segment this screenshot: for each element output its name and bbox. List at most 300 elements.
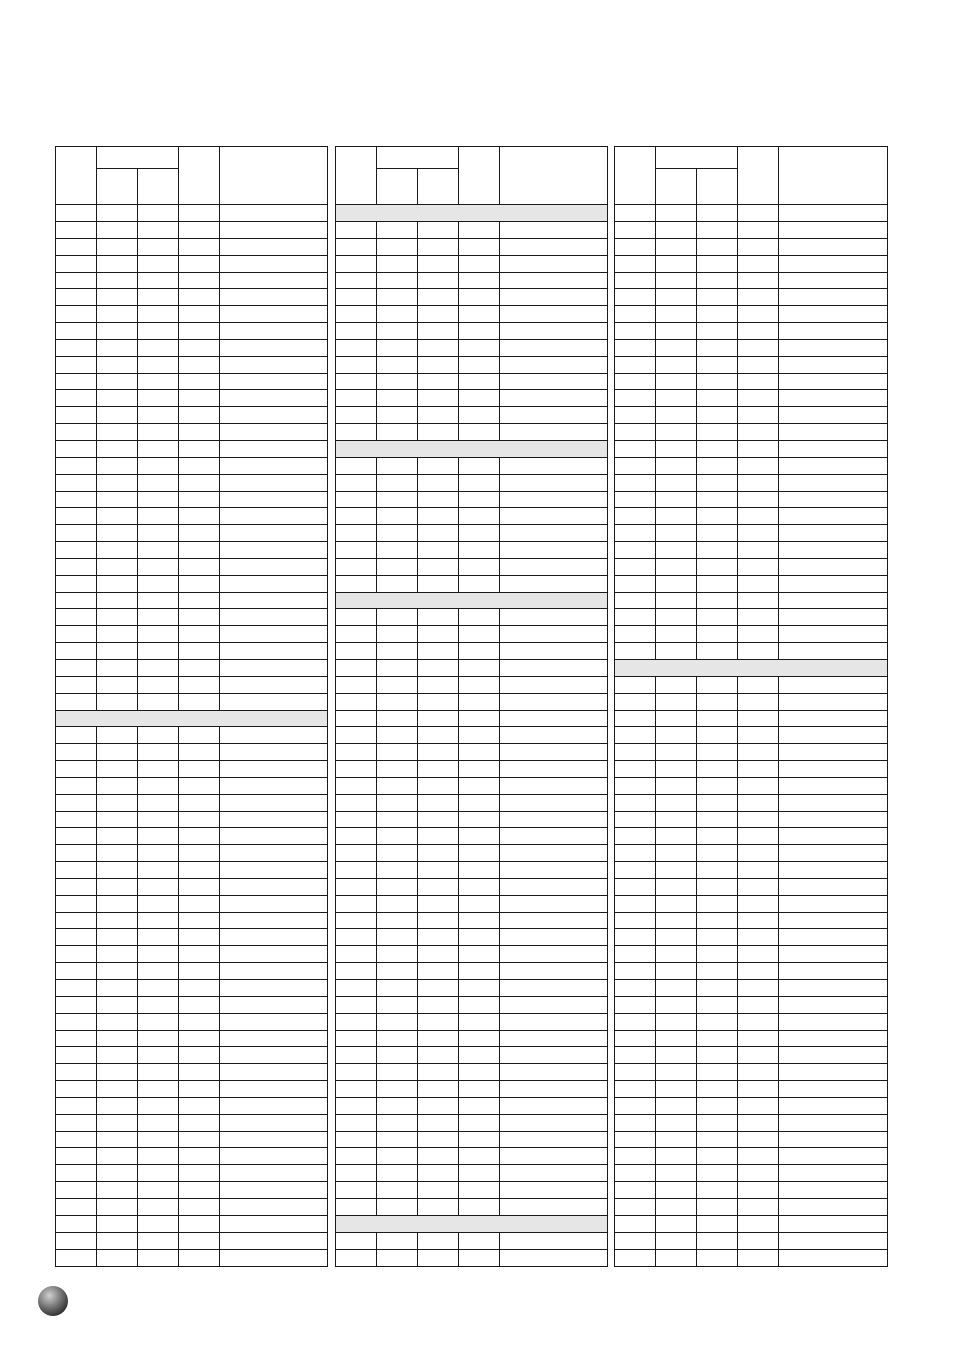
table-cell: [418, 289, 459, 306]
table-cell: [138, 407, 179, 424]
table-cell: [779, 1249, 888, 1267]
table-cell: [656, 1148, 697, 1165]
table-cell: [697, 1215, 738, 1232]
table-row: [336, 1013, 608, 1030]
table-cell: [615, 1030, 656, 1047]
table-cell: [779, 963, 888, 980]
table-cell: [738, 1097, 779, 1114]
table-row: [615, 980, 888, 997]
table-cell: [697, 390, 738, 407]
table-cell: [97, 1013, 138, 1030]
header-subcell: [656, 169, 697, 205]
table-cell: [138, 895, 179, 912]
table-cell: [779, 1097, 888, 1114]
table-row: [615, 339, 888, 356]
table-cell: [459, 1114, 500, 1131]
table-cell: [500, 306, 608, 323]
table-cell: [615, 609, 656, 626]
table-row: [336, 272, 608, 289]
table-cell: [97, 659, 138, 676]
table-cell: [56, 306, 97, 323]
table-cell: [615, 845, 656, 862]
table-cell: [220, 238, 328, 255]
table-cell: [336, 727, 377, 744]
table-row: [56, 626, 328, 643]
table-cell: [697, 862, 738, 879]
table-cell: [615, 474, 656, 491]
table-cell: [615, 272, 656, 289]
table-cell: [138, 1148, 179, 1165]
table-cell: [500, 710, 608, 727]
table-row: [615, 407, 888, 424]
table-row: [615, 710, 888, 727]
table-cell: [179, 272, 220, 289]
table-row: [56, 777, 328, 794]
table-cell: [779, 727, 888, 744]
table-cell: [779, 542, 888, 559]
table-cell: [179, 845, 220, 862]
table-row: [336, 862, 608, 879]
table-cell: [418, 794, 459, 811]
table-row: [615, 794, 888, 811]
table-cell: [779, 1131, 888, 1148]
table-cell: [459, 222, 500, 239]
table-cell: [97, 339, 138, 356]
table-cell: [656, 1131, 697, 1148]
table-cell: [336, 609, 377, 626]
table-cell: [656, 575, 697, 592]
table-cell: [697, 457, 738, 474]
table-cell: [138, 222, 179, 239]
table-row: [615, 1198, 888, 1215]
table-cell: [615, 222, 656, 239]
table-cell: [459, 1232, 500, 1249]
table-cell: [697, 929, 738, 946]
table-cell: [336, 828, 377, 845]
table-cell: [656, 862, 697, 879]
table-cell: [697, 845, 738, 862]
table-cell: [697, 474, 738, 491]
table-cell: [615, 491, 656, 508]
table-cell: [697, 491, 738, 508]
table-cell: [56, 676, 97, 693]
table-cell: [220, 626, 328, 643]
table-cell: [459, 272, 500, 289]
table-cell: [418, 558, 459, 575]
table-cell: [56, 912, 97, 929]
table-cell: [97, 980, 138, 997]
table-cell: [738, 811, 779, 828]
table-cell: [615, 592, 656, 609]
table-cell: [697, 575, 738, 592]
table-row: [615, 1215, 888, 1232]
table-cell: [56, 373, 97, 390]
table-cell: [377, 1131, 418, 1148]
table-cell: [97, 878, 138, 895]
table-cell: [779, 575, 888, 592]
table-cell: [377, 828, 418, 845]
table-cell: [220, 441, 328, 458]
table-cell: [459, 693, 500, 710]
table-cell: [418, 474, 459, 491]
table-cell: [220, 525, 328, 542]
table-cell: [500, 828, 608, 845]
table-cell: [418, 339, 459, 356]
table-cell: [615, 811, 656, 828]
table-row: [56, 845, 328, 862]
table-cell: [459, 1165, 500, 1182]
table-cell: [418, 929, 459, 946]
table-cell: [220, 255, 328, 272]
table-cell: [418, 643, 459, 660]
table-cell: [220, 1249, 328, 1267]
table-cell: [377, 1013, 418, 1030]
table-row: [56, 828, 328, 845]
table-cell: [336, 710, 377, 727]
table-cell: [500, 996, 608, 1013]
table-cell: [459, 1064, 500, 1081]
table-cell: [220, 811, 328, 828]
table-cell: [220, 558, 328, 575]
table-cell: [336, 323, 377, 340]
table-row: [56, 491, 328, 508]
table-cell: [377, 1198, 418, 1215]
table-cell: [459, 845, 500, 862]
table-cell: [336, 895, 377, 912]
table-cell: [179, 1097, 220, 1114]
table-cell: [97, 238, 138, 255]
table-row: [336, 744, 608, 761]
table-cell: [220, 592, 328, 609]
table-cell: [377, 407, 418, 424]
table-cell: [697, 407, 738, 424]
table-cell: [138, 205, 179, 222]
table-cell: [138, 272, 179, 289]
table-cell: [500, 794, 608, 811]
table-cell: [418, 946, 459, 963]
table-cell: [459, 575, 500, 592]
table-row: [336, 542, 608, 559]
table-cell: [779, 1114, 888, 1131]
table-cell: [179, 1165, 220, 1182]
table-cell: [656, 1097, 697, 1114]
table-cell: [138, 1198, 179, 1215]
table-cell: [459, 609, 500, 626]
table-cell: [56, 878, 97, 895]
table-cell: [377, 693, 418, 710]
table-row: [615, 306, 888, 323]
table-cell: [336, 407, 377, 424]
table-cell: [500, 980, 608, 997]
table-cell: [377, 811, 418, 828]
table-row: [56, 474, 328, 491]
table-cell: [336, 525, 377, 542]
table-cell: [418, 828, 459, 845]
table-cell: [377, 895, 418, 912]
table-cell: [738, 761, 779, 778]
table-cell: [459, 474, 500, 491]
table-row: [336, 946, 608, 963]
table-cell: [779, 373, 888, 390]
table-cell: [500, 1047, 608, 1064]
table-cell: [697, 693, 738, 710]
table-cell: [220, 1215, 328, 1232]
table-cell: [738, 895, 779, 912]
table-cell: [220, 407, 328, 424]
table-cell: [500, 323, 608, 340]
table-cell: [56, 1215, 97, 1232]
table-cell: [779, 407, 888, 424]
table-cell: [336, 794, 377, 811]
table-cell: [336, 676, 377, 693]
table-cell: [656, 457, 697, 474]
table-row: [56, 508, 328, 525]
table-cell: [459, 255, 500, 272]
table-cell: [377, 1232, 418, 1249]
table-row: [56, 676, 328, 693]
table-cell: [697, 306, 738, 323]
table-cell: [738, 525, 779, 542]
table-cell: [697, 238, 738, 255]
table-cell: [500, 727, 608, 744]
table-row: [615, 1232, 888, 1249]
table-cell: [138, 306, 179, 323]
table-cell: [656, 676, 697, 693]
table-cell: [500, 744, 608, 761]
header-cell: [336, 147, 377, 205]
table-cell: [97, 356, 138, 373]
section-band-cell: [336, 205, 608, 222]
table-row: [336, 929, 608, 946]
table-cell: [500, 693, 608, 710]
table-cell: [138, 659, 179, 676]
table-cell: [615, 238, 656, 255]
table-cell: [97, 424, 138, 441]
table-row: [56, 895, 328, 912]
table-cell: [615, 878, 656, 895]
table-cell: [220, 542, 328, 559]
table-cell: [615, 1131, 656, 1148]
table-cell: [56, 542, 97, 559]
table-cell: [377, 525, 418, 542]
table-cell: [500, 1249, 608, 1267]
table-row: [615, 1165, 888, 1182]
table-cell: [418, 508, 459, 525]
header-cell: [615, 147, 656, 205]
table-cell: [615, 356, 656, 373]
table-row: [56, 390, 328, 407]
table-cell: [336, 761, 377, 778]
table-cell: [656, 980, 697, 997]
table-cell: [697, 424, 738, 441]
table-cell: [615, 1182, 656, 1199]
table-cell: [56, 777, 97, 794]
table-cell: [418, 542, 459, 559]
table-cell: [138, 390, 179, 407]
table-row: [615, 676, 888, 693]
table-cell: [459, 558, 500, 575]
table-row: [336, 845, 608, 862]
table-cell: [500, 811, 608, 828]
table-cell: [97, 1047, 138, 1064]
table-cell: [779, 946, 888, 963]
table-cell: [500, 1148, 608, 1165]
table-cell: [656, 373, 697, 390]
table-cell: [656, 1198, 697, 1215]
table-row: [615, 542, 888, 559]
table-cell: [377, 912, 418, 929]
table-cell: [738, 1030, 779, 1047]
table-row: [336, 794, 608, 811]
table-cell: [615, 929, 656, 946]
table-cell: [179, 1215, 220, 1232]
table-cell: [179, 222, 220, 239]
table-cell: [418, 306, 459, 323]
table-cell: [336, 862, 377, 879]
table-cell: [138, 238, 179, 255]
table-cell: [697, 339, 738, 356]
table-cell: [138, 744, 179, 761]
table-cell: [377, 491, 418, 508]
table-cell: [779, 1165, 888, 1182]
table-cell: [779, 390, 888, 407]
table-cell: [179, 457, 220, 474]
table-cell: [656, 878, 697, 895]
table-row: [56, 289, 328, 306]
table-row: [336, 255, 608, 272]
table-cell: [377, 980, 418, 997]
table-cell: [656, 238, 697, 255]
table-row: [336, 525, 608, 542]
table-cell: [500, 761, 608, 778]
table-cell: [615, 508, 656, 525]
table-cell: [779, 323, 888, 340]
table-cell: [138, 255, 179, 272]
table-row: [615, 1030, 888, 1047]
table-cell: [138, 1131, 179, 1148]
table-cell: [179, 289, 220, 306]
table-row: [336, 1232, 608, 1249]
table-cell: [220, 575, 328, 592]
table-cell: [220, 744, 328, 761]
table-cell: [56, 390, 97, 407]
table-cell: [56, 1249, 97, 1267]
table-cell: [615, 1249, 656, 1267]
table-cell: [779, 895, 888, 912]
table-cell: [738, 1182, 779, 1199]
table-cell: [97, 609, 138, 626]
table-cell: [615, 761, 656, 778]
table-row: [56, 862, 328, 879]
table-cell: [377, 761, 418, 778]
table-row: [56, 323, 328, 340]
table-cell: [779, 929, 888, 946]
table-row: [615, 356, 888, 373]
table-cell: [418, 1182, 459, 1199]
table-cell: [220, 1097, 328, 1114]
table-cell: [220, 356, 328, 373]
table-row: [336, 289, 608, 306]
table-cell: [418, 1131, 459, 1148]
header-subcell: [377, 169, 418, 205]
table-cell: [377, 390, 418, 407]
table-cell: [500, 895, 608, 912]
table-cell: [56, 323, 97, 340]
table-row: [56, 744, 328, 761]
table-cell: [697, 255, 738, 272]
table-row: [615, 238, 888, 255]
table-cell: [779, 912, 888, 929]
table-row: [336, 1165, 608, 1182]
table-cell: [779, 356, 888, 373]
table-cell: [179, 912, 220, 929]
table-cell: [220, 1064, 328, 1081]
table-cell: [220, 289, 328, 306]
table-cell: [97, 306, 138, 323]
table-cell: [738, 1148, 779, 1165]
table-cell: [500, 390, 608, 407]
table-cell: [697, 963, 738, 980]
table-cell: [56, 659, 97, 676]
table-row: [336, 373, 608, 390]
table-cell: [220, 1013, 328, 1030]
table-cell: [418, 895, 459, 912]
table-cell: [377, 794, 418, 811]
table-row: [615, 1114, 888, 1131]
table-cell: [500, 862, 608, 879]
table-cell: [138, 1064, 179, 1081]
table-cell: [220, 323, 328, 340]
table-cell: [377, 929, 418, 946]
table-cell: [138, 1215, 179, 1232]
table-cell: [697, 710, 738, 727]
table-cell: [779, 205, 888, 222]
table-row: [336, 1030, 608, 1047]
table-cell: [336, 575, 377, 592]
table-row: [56, 963, 328, 980]
table-cell: [336, 929, 377, 946]
page-marker-icon: [38, 1286, 68, 1316]
table-cell: [56, 1114, 97, 1131]
table-row: [336, 508, 608, 525]
table-row: [336, 474, 608, 491]
table-cell: [377, 878, 418, 895]
table-cell: [179, 474, 220, 491]
table-row: [615, 1131, 888, 1148]
table-cell: [377, 963, 418, 980]
table-cell: [418, 996, 459, 1013]
table-cell: [377, 272, 418, 289]
table-cell: [97, 929, 138, 946]
table-row: [615, 390, 888, 407]
table-cell: [56, 1165, 97, 1182]
table-cell: [738, 255, 779, 272]
table-row: [615, 373, 888, 390]
table-cell: [738, 1131, 779, 1148]
table-cell: [336, 1064, 377, 1081]
table-row: [336, 1198, 608, 1215]
table-cell: [97, 390, 138, 407]
table-row: [56, 407, 328, 424]
table-row: [56, 1097, 328, 1114]
table-cell: [418, 1198, 459, 1215]
table-cell: [138, 794, 179, 811]
table-cell: [459, 626, 500, 643]
table-cell: [697, 626, 738, 643]
table-cell: [220, 424, 328, 441]
table-cell: [738, 963, 779, 980]
table-cell: [656, 1165, 697, 1182]
